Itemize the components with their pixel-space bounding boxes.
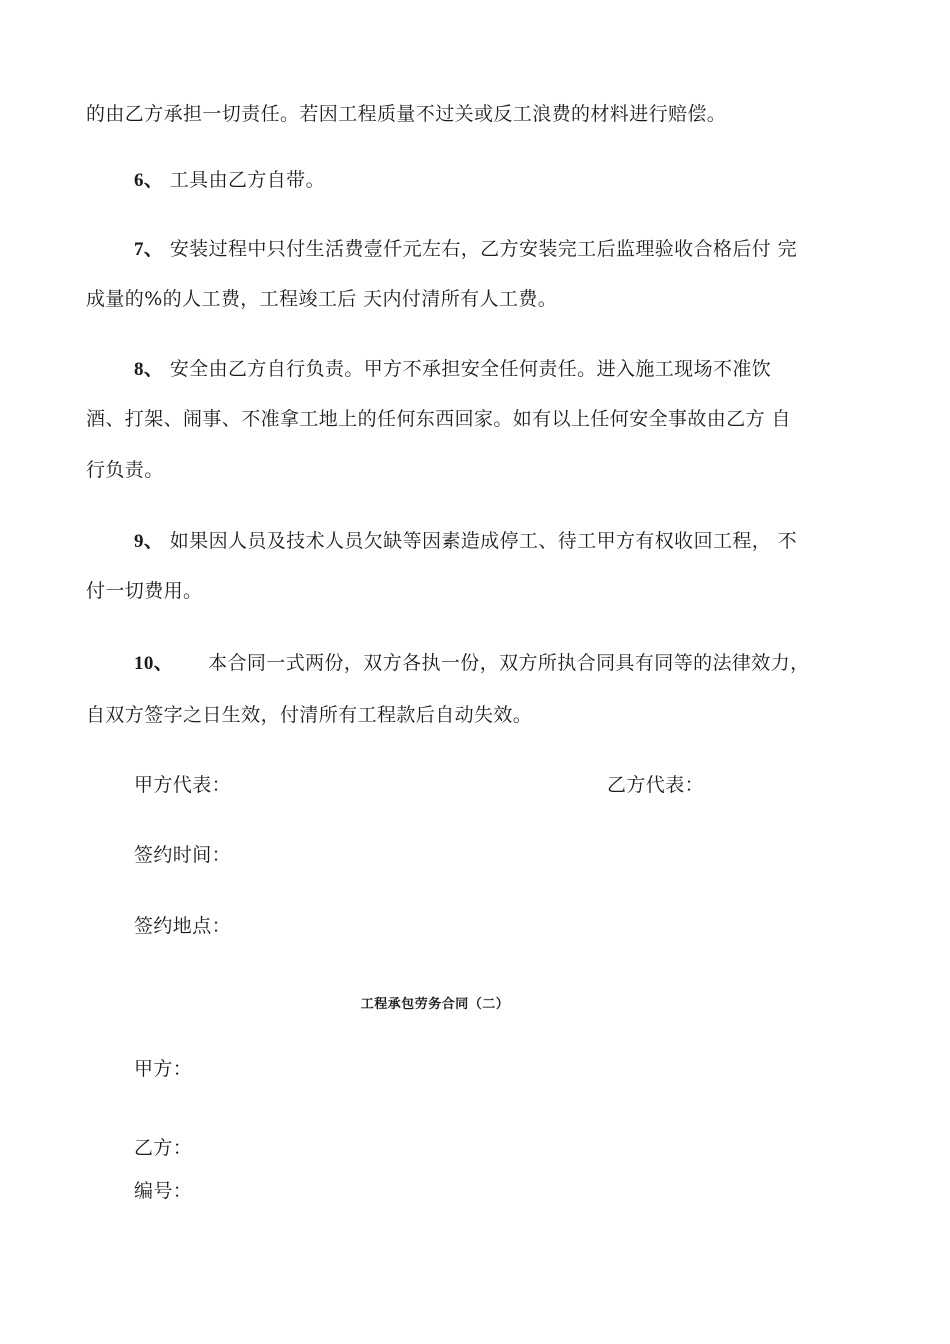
clause-6 bbox=[134, 167, 876, 194]
clause-8-line-3: 行负责。 bbox=[86, 459, 164, 481]
clause-6-text: 工具由乙方自带。 bbox=[169, 169, 325, 191]
clause-7-number: 7、 bbox=[134, 239, 164, 260]
clause-7-text-1: 安装过程中只付生活费壹仟元左右，乙方安装完工后监理验收合格后付 完 bbox=[169, 238, 798, 260]
clause-8-line-1 bbox=[134, 356, 876, 383]
clause-10-line-1 bbox=[134, 650, 876, 677]
sign-place-label: 签约地点： bbox=[134, 915, 232, 937]
clause-8-number: 8、 bbox=[134, 359, 164, 380]
clause-7-line-2: 成量的%的人工费，工程竣工后 天内付清所有人工费。 bbox=[86, 288, 558, 310]
clause-9-line-1 bbox=[134, 528, 876, 555]
clause-9-line-2: 付一切费用。 bbox=[86, 580, 203, 602]
clause-6-number: 6、 bbox=[134, 170, 164, 191]
clause-9-text-1: 如果因人员及技术人员欠缺等因素造成停工、待工甲方有权收回工程， 不 bbox=[169, 530, 798, 552]
clause-8-text-1: 安全由乙方自行负责。甲方不承担安全任何责任。进入施工现场不准饮 bbox=[169, 358, 772, 380]
clause-9-number: 9、 bbox=[134, 531, 164, 552]
clause-10-text-1: 本合同一式两份，双方各执一份，双方所执合同具有同等的法律效力， bbox=[208, 652, 810, 674]
clause-10-number: 10、 bbox=[134, 653, 174, 674]
clause-8-line-2: 酒、打架、闹事、不准拿工地上的任何东西回家。如有以上任何安全事故由乙方 自 bbox=[86, 408, 791, 430]
clause-10-line-2: 自双方签字之日生效，付清所有工程款后自动失效。 bbox=[86, 704, 533, 726]
clause-7-line-1 bbox=[134, 236, 876, 263]
second-contract-title: 工程承包劳务合同（二） bbox=[360, 997, 510, 1012]
party-b-representative-label: 乙方代表： bbox=[607, 774, 705, 796]
second-contract-number-label: 编号： bbox=[134, 1180, 193, 1202]
second-contract-party-a-label: 甲方： bbox=[134, 1058, 193, 1080]
party-a-representative-label: 甲方代表： bbox=[134, 774, 232, 796]
sign-time-label: 签约时间： bbox=[134, 844, 232, 866]
second-contract-party-b-label: 乙方： bbox=[134, 1137, 193, 1159]
clause-5-continuation: 的由乙方承担一切责任。若因工程质量不过关或反工浪费的材料进行赔偿。 bbox=[86, 103, 727, 125]
